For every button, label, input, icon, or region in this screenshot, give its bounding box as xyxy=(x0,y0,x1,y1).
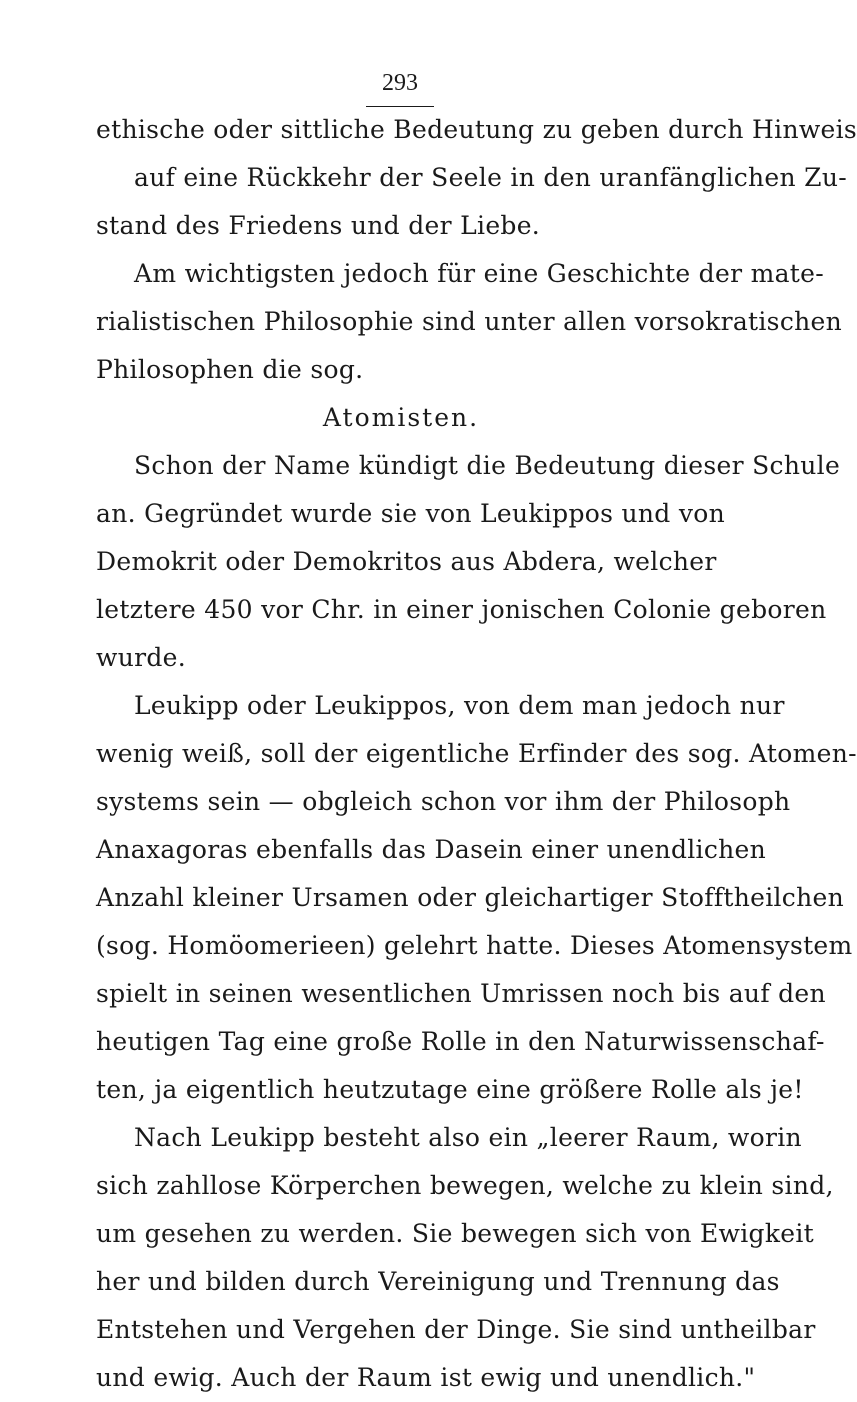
text-line: Anzahl kleiner Ursamen oder gleichartiger Stofftheilchen xyxy=(96,883,845,912)
text-line: auf eine Rückkehr der Seele in den uranfänglichen Zu- xyxy=(134,163,847,192)
text-line: letztere 450 vor Chr. in einer jonischen Colonie geboren xyxy=(96,595,827,624)
text-line: ethische oder sittliche Bedeutung zu geben durch Hinweis xyxy=(96,115,857,144)
text-line: Demokrit oder Demokritos aus Abdera, welcher xyxy=(96,547,717,576)
text-line: ten, ja eigentlich heutzutage eine größere Rolle als je! xyxy=(96,1075,804,1104)
text-line: an. Gegründet wurde sie von Leukippos und von xyxy=(96,499,726,528)
text-line: heutigen Tag eine große Rolle in den Naturwissenschaf- xyxy=(96,1027,825,1056)
text-line: spielt in seinen wesentlichen Umrissen noch bis auf den xyxy=(96,979,826,1008)
body-text xyxy=(96,106,857,1402)
text-line: systems sein — obgleich schon vor ihm der Philosoph xyxy=(96,787,791,816)
text-line: wurde. xyxy=(96,643,186,672)
text-line: Anaxagoras ebenfalls das Dasein einer unendlichen xyxy=(96,835,767,864)
text-line: Entstehen und Vergehen der Dinge. Sie sind untheilbar xyxy=(96,1315,816,1344)
text-line: Nach Leukipp besteht also ein „leerer Raum, worin xyxy=(134,1123,802,1152)
text-line: sich zahllose Körperchen bewegen, welche zu klein sind, xyxy=(96,1171,834,1200)
text-line: wenig weiß, soll der eigentliche Erfinder des sog. Atomen- xyxy=(96,739,857,768)
text-line: Schon der Name kündigt die Bedeutung dieser Schule xyxy=(134,451,841,480)
text-line: rialistischen Philosophie sind unter allen vorsokratischen xyxy=(96,307,843,336)
text-line: stand des Friedens und der Liebe. xyxy=(96,211,541,240)
text-line: her und bilden durch Vereinigung und Trennung das xyxy=(96,1267,780,1296)
text-line: Philosophen die sog. xyxy=(96,355,364,384)
text-line: Leukipp oder Leukippos, von dem man jedoch nur xyxy=(134,691,785,720)
text-line: um gesehen zu werden. Sie bewegen sich von Ewigkeit xyxy=(96,1219,815,1248)
page-number: 293 xyxy=(382,70,418,96)
text-line: Am wichtigsten jedoch für eine Geschichte der mate- xyxy=(134,259,824,288)
text-line: und ewig. Auch der Raum ist ewig und unendlich." xyxy=(96,1363,756,1392)
section-heading: Atomisten. xyxy=(322,403,480,432)
text-line: (sog. Homöomerieen) gelehrt hatte. Dieses Atomensystem xyxy=(96,931,853,960)
